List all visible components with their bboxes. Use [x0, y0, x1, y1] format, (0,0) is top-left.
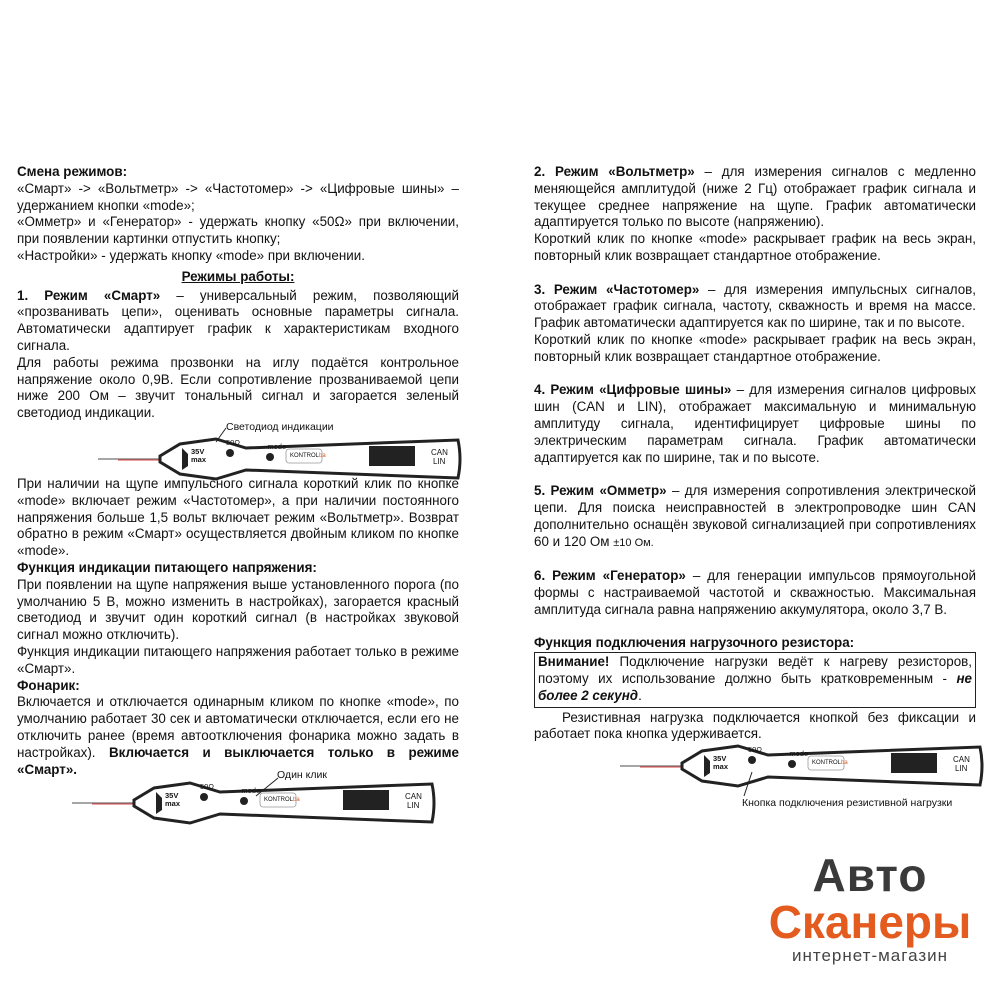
ohm-title: 5. Режим «Омметр» — [534, 483, 667, 499]
logo-line-2: Сканеры — [768, 896, 972, 948]
probe-mode-label: ~mode — [263, 442, 287, 451]
volt-title: 2. Режим «Вольтметр» — [534, 164, 695, 179]
warning-box — [534, 652, 976, 707]
brand-logo — [760, 849, 980, 966]
probe3-bus-line1: CAN — [953, 755, 970, 764]
callout-load: Кнопка подключения резистивной нагрузки — [742, 797, 953, 809]
smart-paragraph — [17, 288, 459, 355]
load-paragraph: Резистивная нагрузка подключается кнопкой без фиксации и работает пока кнопка удерживается. — [534, 709, 976, 742]
probe-bus-line1: CAN — [431, 448, 448, 457]
gen-title: 6. Режим «Генератор» — [534, 568, 686, 584]
smart-paragraph-2: Для работы режима прозвонки на иглу подаётся контрольное напряжение около 0,9В. Если сопротивление прозваниваемой цепи ниже 200 Ом – звучит тональный сигнал и загорается зеленый светодиод индикации. — [17, 354, 459, 421]
callout-click-arrow — [250, 776, 280, 800]
freq-title: 3. Режим «Частотомер» — [534, 281, 700, 297]
ohm-paragraph — [534, 483, 976, 551]
probe2-volt-label: 35V — [165, 791, 179, 800]
volt-paragraph-2: Короткий клик по кнопке «mode» раскрывает график на весь экран, повторный клик возвращает стандартное отображение. — [534, 231, 976, 263]
load-heading: Функция подключения нагрузочного резистора: — [534, 635, 855, 651]
freq-text: – для измерения импульсных сигналов, отображает график сигнала, частоту, скважность и время на массе. График автоматически адаптируется как по ширине, так и по высоте. — [534, 281, 977, 331]
ohm-tolerance: ±10 Ом. — [613, 536, 654, 549]
probe-bus-line2: LIN — [433, 457, 446, 466]
callout-led-arrow — [212, 426, 228, 446]
probe-brand: KONTROLba — [290, 453, 326, 459]
probe2-mode-label: ~mode — [237, 786, 261, 795]
freq-paragraph — [534, 282, 976, 332]
logo-line-1: Авто — [812, 849, 928, 901]
callout-led: Светодиод индикации — [226, 421, 334, 433]
probe3-mode-label: ~mode — [785, 749, 809, 758]
probe3-brand: KONTROLba — [812, 760, 848, 766]
probe3-bus-line2: LIN — [955, 764, 968, 773]
flash-paragraph — [17, 694, 459, 778]
smart-paragraph-3: При наличии на щупе импульсного сигнала короткий клик по кнопке «mode» включает режим «Частотомер», а при наличии постоянного напряжения больше 1,5 вольт включает режим «Вольтметр». Возврат обратно в режим «Смарт» осуществляется двойным кликом по кнопке «mode». — [17, 475, 459, 559]
modes-line-2: «Омметр» и «Генератор» - удержать кнопку «50Ω» при включении, при появлении картинки отпустить кнопку; — [17, 214, 459, 247]
probe-volt-label: 35V — [191, 447, 205, 456]
freq-paragraph-2: Короткий клик по кнопке «mode» раскрывает график на весь экран, повторный клик возвращает стандартное отображение. — [534, 331, 976, 364]
power-heading: Функция индикации питающего напряжения: — [17, 559, 317, 575]
volt-text: – для измерения сигналов с медленно меняющейся амплитудой (ниже 2 Гц) отображает график сигнала и текущее среднее напряжение на щупе. График автоматически адаптируется только по высоте (напряжению). — [534, 164, 976, 230]
callout-load-arrow — [740, 770, 760, 798]
bus-paragraph — [534, 382, 976, 466]
flash-heading: Фонарик: — [17, 677, 80, 693]
flash-text-bold: Включается и выключается только в режиме «Смарт». — [17, 744, 460, 777]
bus-title: 4. Режим «Цифровые шины» — [534, 382, 732, 398]
probe2-brand: KONTROLba — [264, 797, 300, 803]
modes-heading: Смена режимов: — [17, 164, 128, 179]
warning-end: . — [638, 687, 642, 703]
right-column — [534, 164, 976, 743]
warning-text: Подключение нагрузки ведёт к нагреву резисторов, поэтому их использование должно быть кратковременным - — [538, 654, 972, 686]
probe-ohm-label: 50Ω — [226, 438, 240, 447]
gen-text: – для генерации импульсов прямоугольной формы с настраиваемой частотой и скважностью. Максимальная амплитуда сигнала равна напряжению аккумулятора, около 3,7 В. — [534, 568, 976, 617]
smart-title: 1. Режим «Смарт» — [17, 287, 161, 303]
bus-text: – для измерения сигналов цифровых шин (CAN и LIN), отображает максимальную и минимальную амплитуду сигнала, идентифицирует цифровые шины по электрическим параметрам сигнала. График автоматически адаптируется как по ширине, так и по высоте. — [534, 382, 976, 465]
smart-text: – универсальный режим, позволяющий «прозванивать цепи», оценивать основные параметры сигнала. Автоматически адаптирует график к характеристикам входного сигнала. — [17, 287, 459, 353]
probe3-volt-label: 35V — [713, 754, 727, 763]
logo-line-3: интернет-магазин — [791, 946, 949, 965]
probe2-ohm-label: 50Ω — [200, 782, 214, 791]
flash-text: Включается и отключается одинарным кликом по кнопке «mode», по умолчанию работает 30 сек и автоматически отключается, если его не отключить ранее (время автоотключения фонарика можно задать в настройках). — [17, 694, 459, 760]
power-paragraph-1: При появлении на щупе напряжения выше установленного порога (по умолчанию 5 В, можно изменить в настройках), загорается красный светодиод и звучит один короткий сигнал (в настройках звуковой сигнал можно отключить). — [17, 576, 459, 643]
warning-label: Внимание! — [538, 654, 610, 670]
ohm-text: – для измерения сопротивления электрической цепи. Для поиска неисправностей в электропроводке шин CAN дополнительно оснащён звуковой сигнализацией при сопротивлениях 60 и 120 Ом — [534, 483, 976, 549]
volt-paragraph — [534, 164, 976, 231]
gen-paragraph — [534, 568, 976, 618]
probe3-max-label: max — [713, 762, 729, 771]
work-heading: Режимы работы: — [181, 268, 295, 284]
probe2-bus-line2: LIN — [407, 801, 420, 810]
modes-line-3: «Настройки» - удержать кнопку «mode» при включении. — [17, 247, 365, 263]
probe3-ohm-label: 50Ω — [748, 745, 762, 754]
probe2-bus-line1: CAN — [405, 792, 422, 801]
warning-emphasis: не более 2 секунд — [538, 670, 972, 703]
callout-click: Один клик — [277, 769, 327, 781]
probe-illustration-3 — [620, 741, 986, 791]
probe-max-label: max — [191, 455, 207, 464]
modes-line-1: «Смарт» -> «Вольтметр» -> «Частотомер» -> «Цифровые шины» – удержанием кнопки «mode»; — [17, 180, 459, 213]
power-paragraph-2: Функция индикации питающего напряжения работает только в режиме «Смарт». — [17, 643, 459, 676]
probe-illustration-1 — [98, 434, 464, 484]
probe2-max-label: max — [165, 799, 181, 808]
